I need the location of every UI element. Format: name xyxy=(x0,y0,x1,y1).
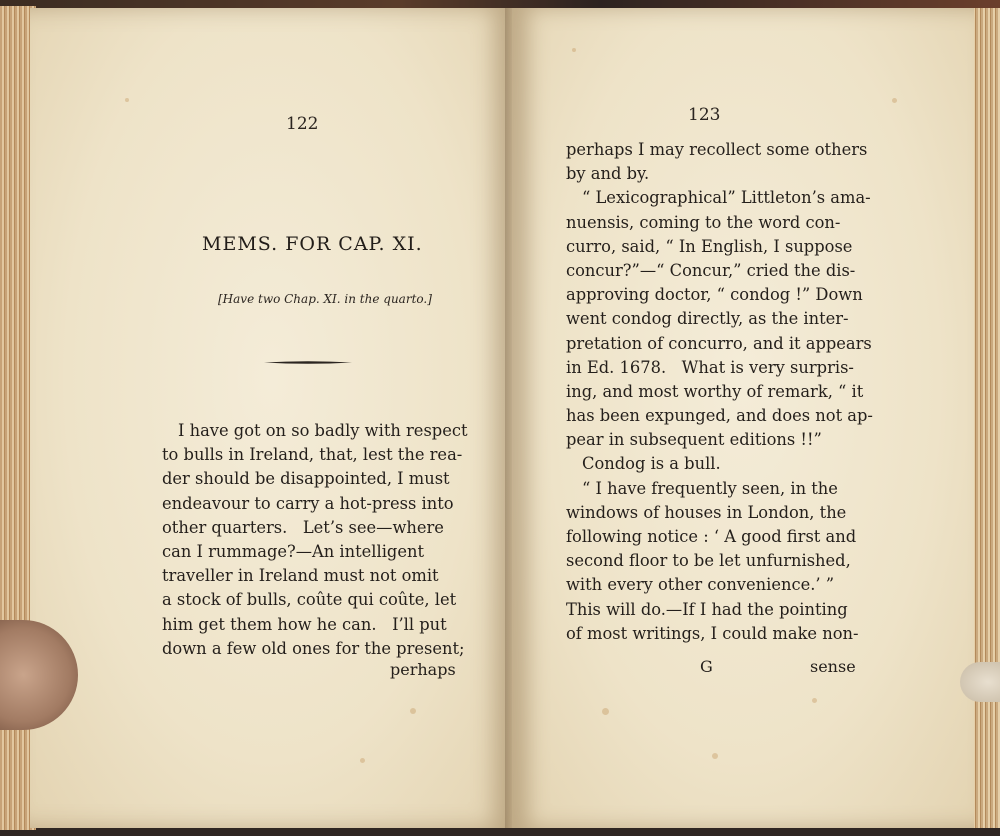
text-line: pear in subsequent editions !!” xyxy=(566,430,822,450)
text-line: second floor to be let unfurnished, xyxy=(566,551,851,571)
foxing-spot xyxy=(892,98,897,103)
foxing-spot xyxy=(572,48,576,52)
text-line: can I rummage?—An intelligent xyxy=(162,541,425,561)
text-line: down a few old ones for the present; xyxy=(162,638,465,658)
text-line: “ I have frequently seen, in the xyxy=(582,478,838,498)
text-line: a stock of bulls, coûte qui coûte, let xyxy=(162,590,457,610)
chapter-heading: MEMS. FOR CAP. XI. xyxy=(202,233,423,255)
signature-mark: G xyxy=(700,657,713,676)
text-line: to bulls in Ireland, that, lest the rea- xyxy=(162,445,463,465)
left-page xyxy=(30,8,512,828)
text-line: traveller in Ireland must not omit xyxy=(162,566,439,586)
text-line: concur?”—“ Concur,” cried the dis- xyxy=(566,260,856,280)
right-catchword: sense xyxy=(810,657,856,676)
text-line: This will do.—If I had the pointing xyxy=(566,599,848,619)
chapter-note: [Have two Chap. XI. in the quarto.] xyxy=(218,292,432,306)
foxing-spot xyxy=(125,98,129,102)
text-line: endeavour to carry a hot-press into xyxy=(162,493,454,513)
text-line: following notice : ‘ A good first and xyxy=(566,527,857,546)
text-line: went condog directly, as the inter- xyxy=(566,309,849,329)
ornamental-rule xyxy=(264,360,352,365)
text-line: ing, and most worthy of remark, “ it xyxy=(566,381,864,401)
foxing-spot xyxy=(602,708,609,715)
foxing-spot xyxy=(360,758,365,763)
right-page-number: 123 xyxy=(688,105,721,125)
text-line: in Ed. 1678. What is very surpris- xyxy=(566,357,854,377)
left-page-body xyxy=(162,419,468,661)
left-page-number: 122 xyxy=(286,114,319,134)
foxing-spot xyxy=(410,708,416,714)
left-catchword: perhaps xyxy=(390,660,456,679)
text-line: windows of houses in London, the xyxy=(566,502,847,522)
text-line: curro, said, “ In English, I suppose xyxy=(566,236,853,256)
right-page-body xyxy=(566,138,873,646)
text-line: “ Lexicographical” Littleton’s ama- xyxy=(582,188,871,208)
text-line: pretation of concurro, and it appears xyxy=(566,333,872,353)
text-line: him get them how he can. I’ll put xyxy=(162,614,447,634)
text-line: other quarters. Let’s see—where xyxy=(162,517,444,537)
text-line: of most writings, I could make non- xyxy=(566,623,859,643)
text-line: by and by. xyxy=(566,164,650,184)
text-line: nuensis, coming to the word con- xyxy=(566,212,841,232)
foxing-spot xyxy=(712,753,718,759)
text-line: I have got on so badly with respect xyxy=(178,421,468,440)
foxing-spot xyxy=(812,698,817,703)
text-line: Condog is a bull. xyxy=(582,454,721,474)
text-line: perhaps I may recollect some others xyxy=(566,140,868,159)
text-line: der should be disappointed, I must xyxy=(162,469,450,489)
page-corner-tab xyxy=(960,662,1000,702)
text-line: with every other convenience.’ ” xyxy=(566,575,835,595)
text-line: approving doctor, “ condog !” Down xyxy=(566,285,863,305)
text-line: has been expunged, and does not ap- xyxy=(566,406,873,426)
